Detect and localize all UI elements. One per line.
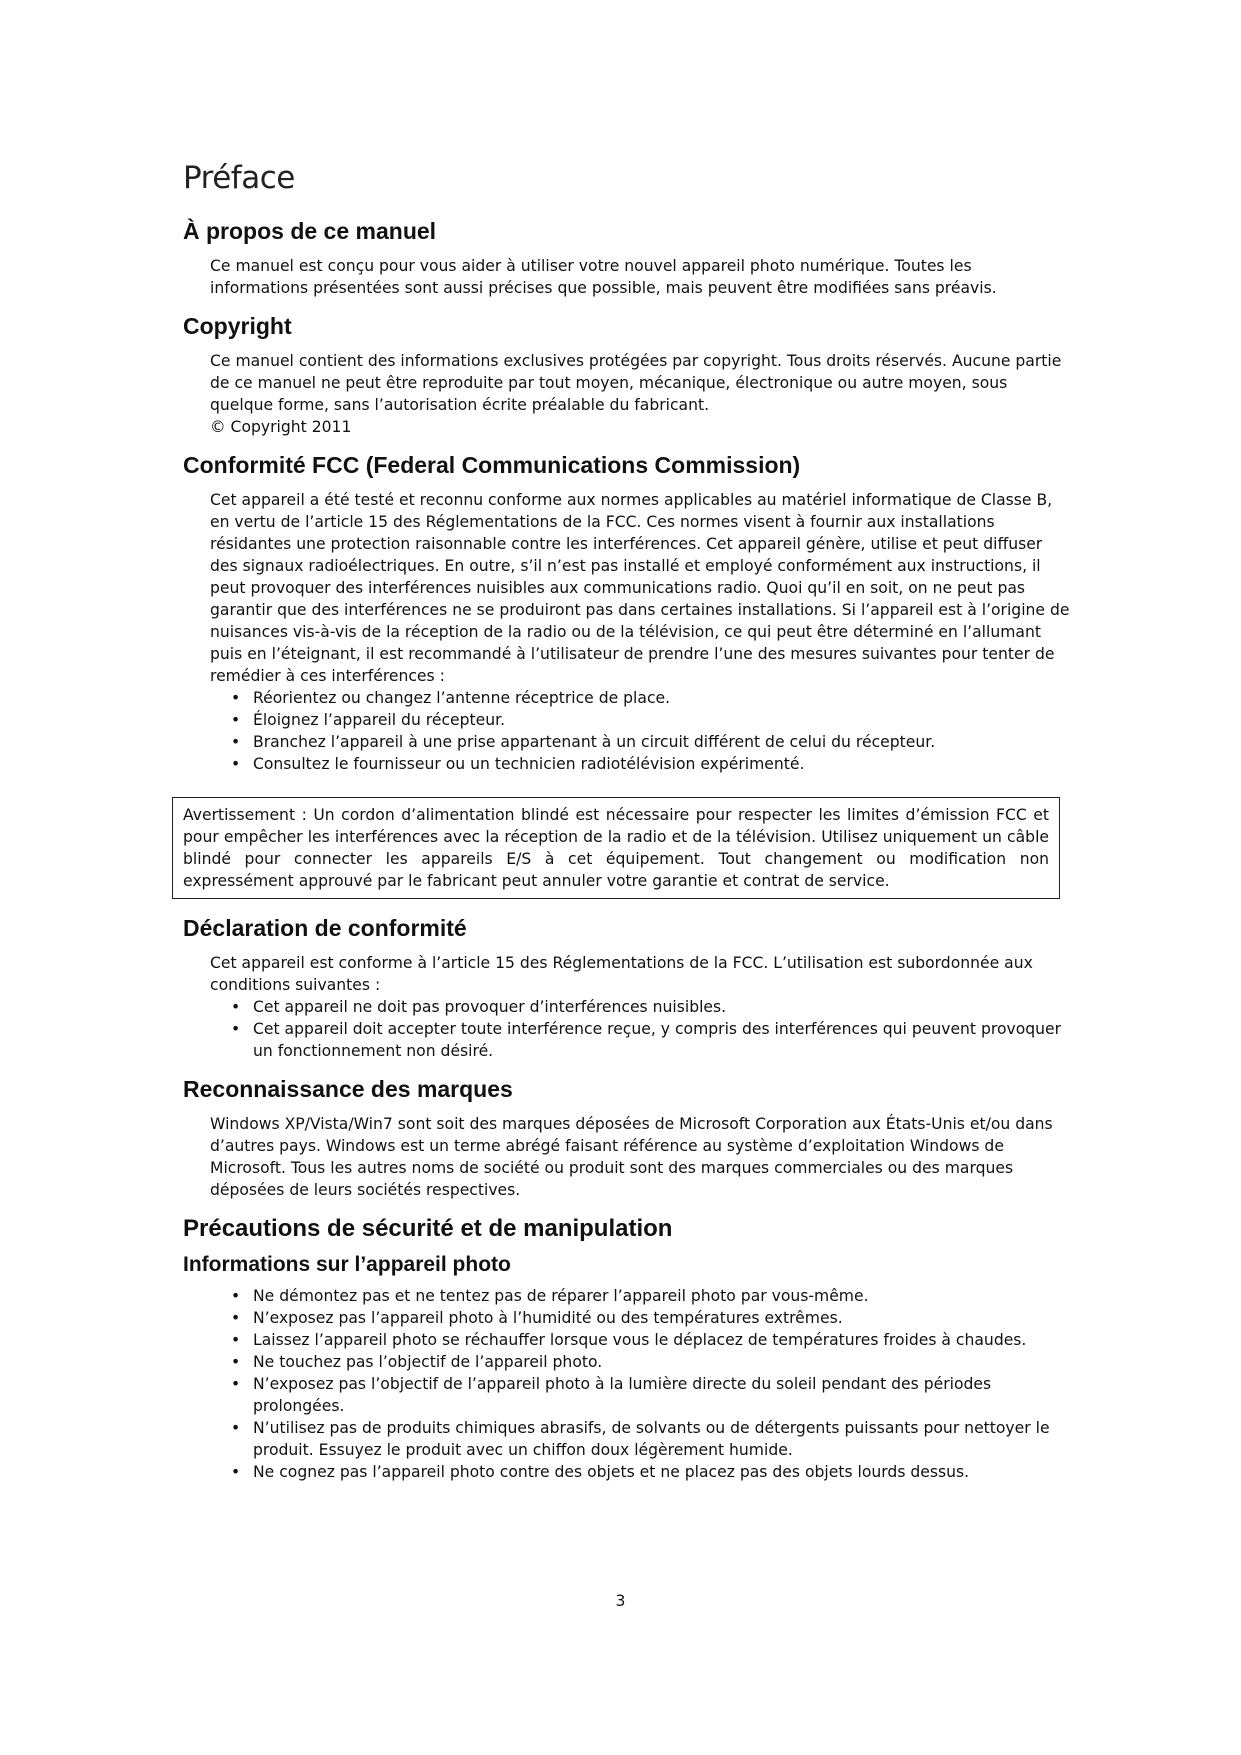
declaration-text: Cet appareil est conforme à l’article 15 des Réglementations de la FCC. L’utilisation est subordonnée aux conditions suivantes : <box>210 954 1033 994</box>
fcc-text: Cet appareil a été testé et reconnu conforme aux normes applicables au matériel informatique de Classe B, en vertu de l’article 15 des Réglementations de la FCC. Ces normes visent à fournir aux installations résidantes une protection raisonnable contre les interférences. Cet appareil génère, utilise et peut diffuser des signaux radioélectriques. En outre, s’il n’est pas installé et employé conformément aux instructions, il peut provoquer des interférences nuisibles aux communications radio. Quoi qu’il en soit, on ne peut pas garantir que des interférences ne se produiront pas dans certaines installations. Si l’appareil est à l’origine de nuisances vis-à-vis de la réception de la radio ou de la télévision, ce qui peut être déterminé en l’allumant puis en l’éteignant, il est recommandé à l’utilisateur de prendre l’une des mesures suivantes pour tenter de remédier à ces interférences : <box>210 491 1070 685</box>
safety-subheading: Informations sur l’appareil photo <box>183 1253 511 1276</box>
about-heading: À propos de ce manuel <box>183 218 437 244</box>
copyright-heading: Copyright <box>183 313 292 339</box>
copyright-text <box>210 350 1073 438</box>
list-item: • N’exposez pas l’appareil photo à l’humidité ou des températures extrêmes. <box>229 1307 1073 1329</box>
fcc-section <box>183 452 1073 899</box>
declaration-heading: Déclaration de conformité <box>183 915 467 941</box>
fcc-warning-box: Avertissement : Un cordon d’alimentation blindé est nécessaire pour respecter les limites d’émission FCC et pour empêcher les interférences avec la réception de la radio et de la télévision. Utilisez uniquement un câble blindé pour connecter les appareils E/S à cet équipement. Tout changement ou modification non expressément approuvé par le fabricant peut annuler votre garantie et contrat de service. <box>172 797 1060 899</box>
fcc-heading: Conformité FCC (Federal Communications Commission) <box>183 452 801 478</box>
trademarks-text: Windows XP/Vista/Win7 sont soit des marques déposées de Microsoft Corporation aux États-Unis et/ou dans d’autres pays. Windows est un terme abrégé faisant référence au système d’exploitation Windows de Microsoft. Tous les autres noms de société ou produit sont des marques commerciales ou des marques déposées de leurs sociétés respectives. <box>210 1115 1053 1199</box>
list-item: • N’exposez pas l’objectif de l’appareil photo à la lumière directe du soleil pendant des périodes prolongées. <box>229 1373 1073 1417</box>
list-item: • Ne touchez pas l’objectif de l’appareil photo. <box>229 1351 1073 1373</box>
list-item: • Ne cognez pas l’appareil photo contre des objets et ne placez pas des objets lourds dessus. <box>229 1461 1073 1483</box>
list-item: • Réorientez ou changez l’antenne réceptrice de place. <box>229 687 1073 709</box>
safety-bullet-list <box>183 1285 1073 1483</box>
copyright-section <box>183 313 1073 438</box>
about-section <box>183 218 1073 299</box>
copyright-paragraph: Ce manuel contient des informations exclusives protégées par copyright. Tous droits réservés. Aucune partie de ce manuel ne peut être reproduite par tout moyen, mécanique, électronique ou autre moyen, sous quelque forme, sans l’autorisation écrite préalable du fabricant. <box>210 352 1062 414</box>
list-item: • Laissez l’appareil photo se réchauffer lorsque vous le déplacez de températures froides à chaudes. <box>229 1329 1073 1351</box>
about-text: Ce manuel est conçu pour vous aider à utiliser votre nouvel appareil photo numérique. Toutes les informations présentées sont aussi précises que possible, mais peuvent être modifiées sans préavis. <box>210 257 997 297</box>
list-item: • Ne démontez pas et ne tentez pas de réparer l’appareil photo par vous-même. <box>229 1285 1073 1307</box>
safety-section <box>183 1215 1073 1483</box>
list-item: • Cet appareil doit accepter toute interférence reçue, y compris des interférences qui peuvent provoquer un fonctionnement non désiré. <box>229 1018 1073 1062</box>
safety-heading: Précautions de sécurité et de manipulation <box>183 1215 673 1242</box>
page-title: Préface <box>183 160 295 196</box>
list-item: • Éloignez l’appareil du récepteur. <box>229 709 1073 731</box>
copyright-notice: © Copyright 2011 <box>210 418 352 436</box>
trademarks-section <box>183 1076 1073 1201</box>
list-item: • N’utilisez pas de produits chimiques abrasifs, de solvants ou de détergents puissants pour nettoyer le produit. Essuyez le produit avec un chiffon doux légèrement humide. <box>229 1417 1073 1461</box>
trademarks-heading: Reconnaissance des marques <box>183 1076 513 1102</box>
declaration-bullet-list <box>183 996 1073 1062</box>
list-item: • Consultez le fournisseur ou un technicien radiotélévision expérimenté. <box>229 753 1073 775</box>
document-page <box>183 160 1073 1483</box>
page-number: 3 <box>615 1592 626 1610</box>
list-item: • Cet appareil ne doit pas provoquer d’interférences nuisibles. <box>229 996 1073 1018</box>
list-item: • Branchez l’appareil à une prise appartenant à un circuit différent de celui du récepteur. <box>229 731 1073 753</box>
declaration-section <box>183 915 1073 1062</box>
fcc-bullet-list <box>183 687 1073 775</box>
